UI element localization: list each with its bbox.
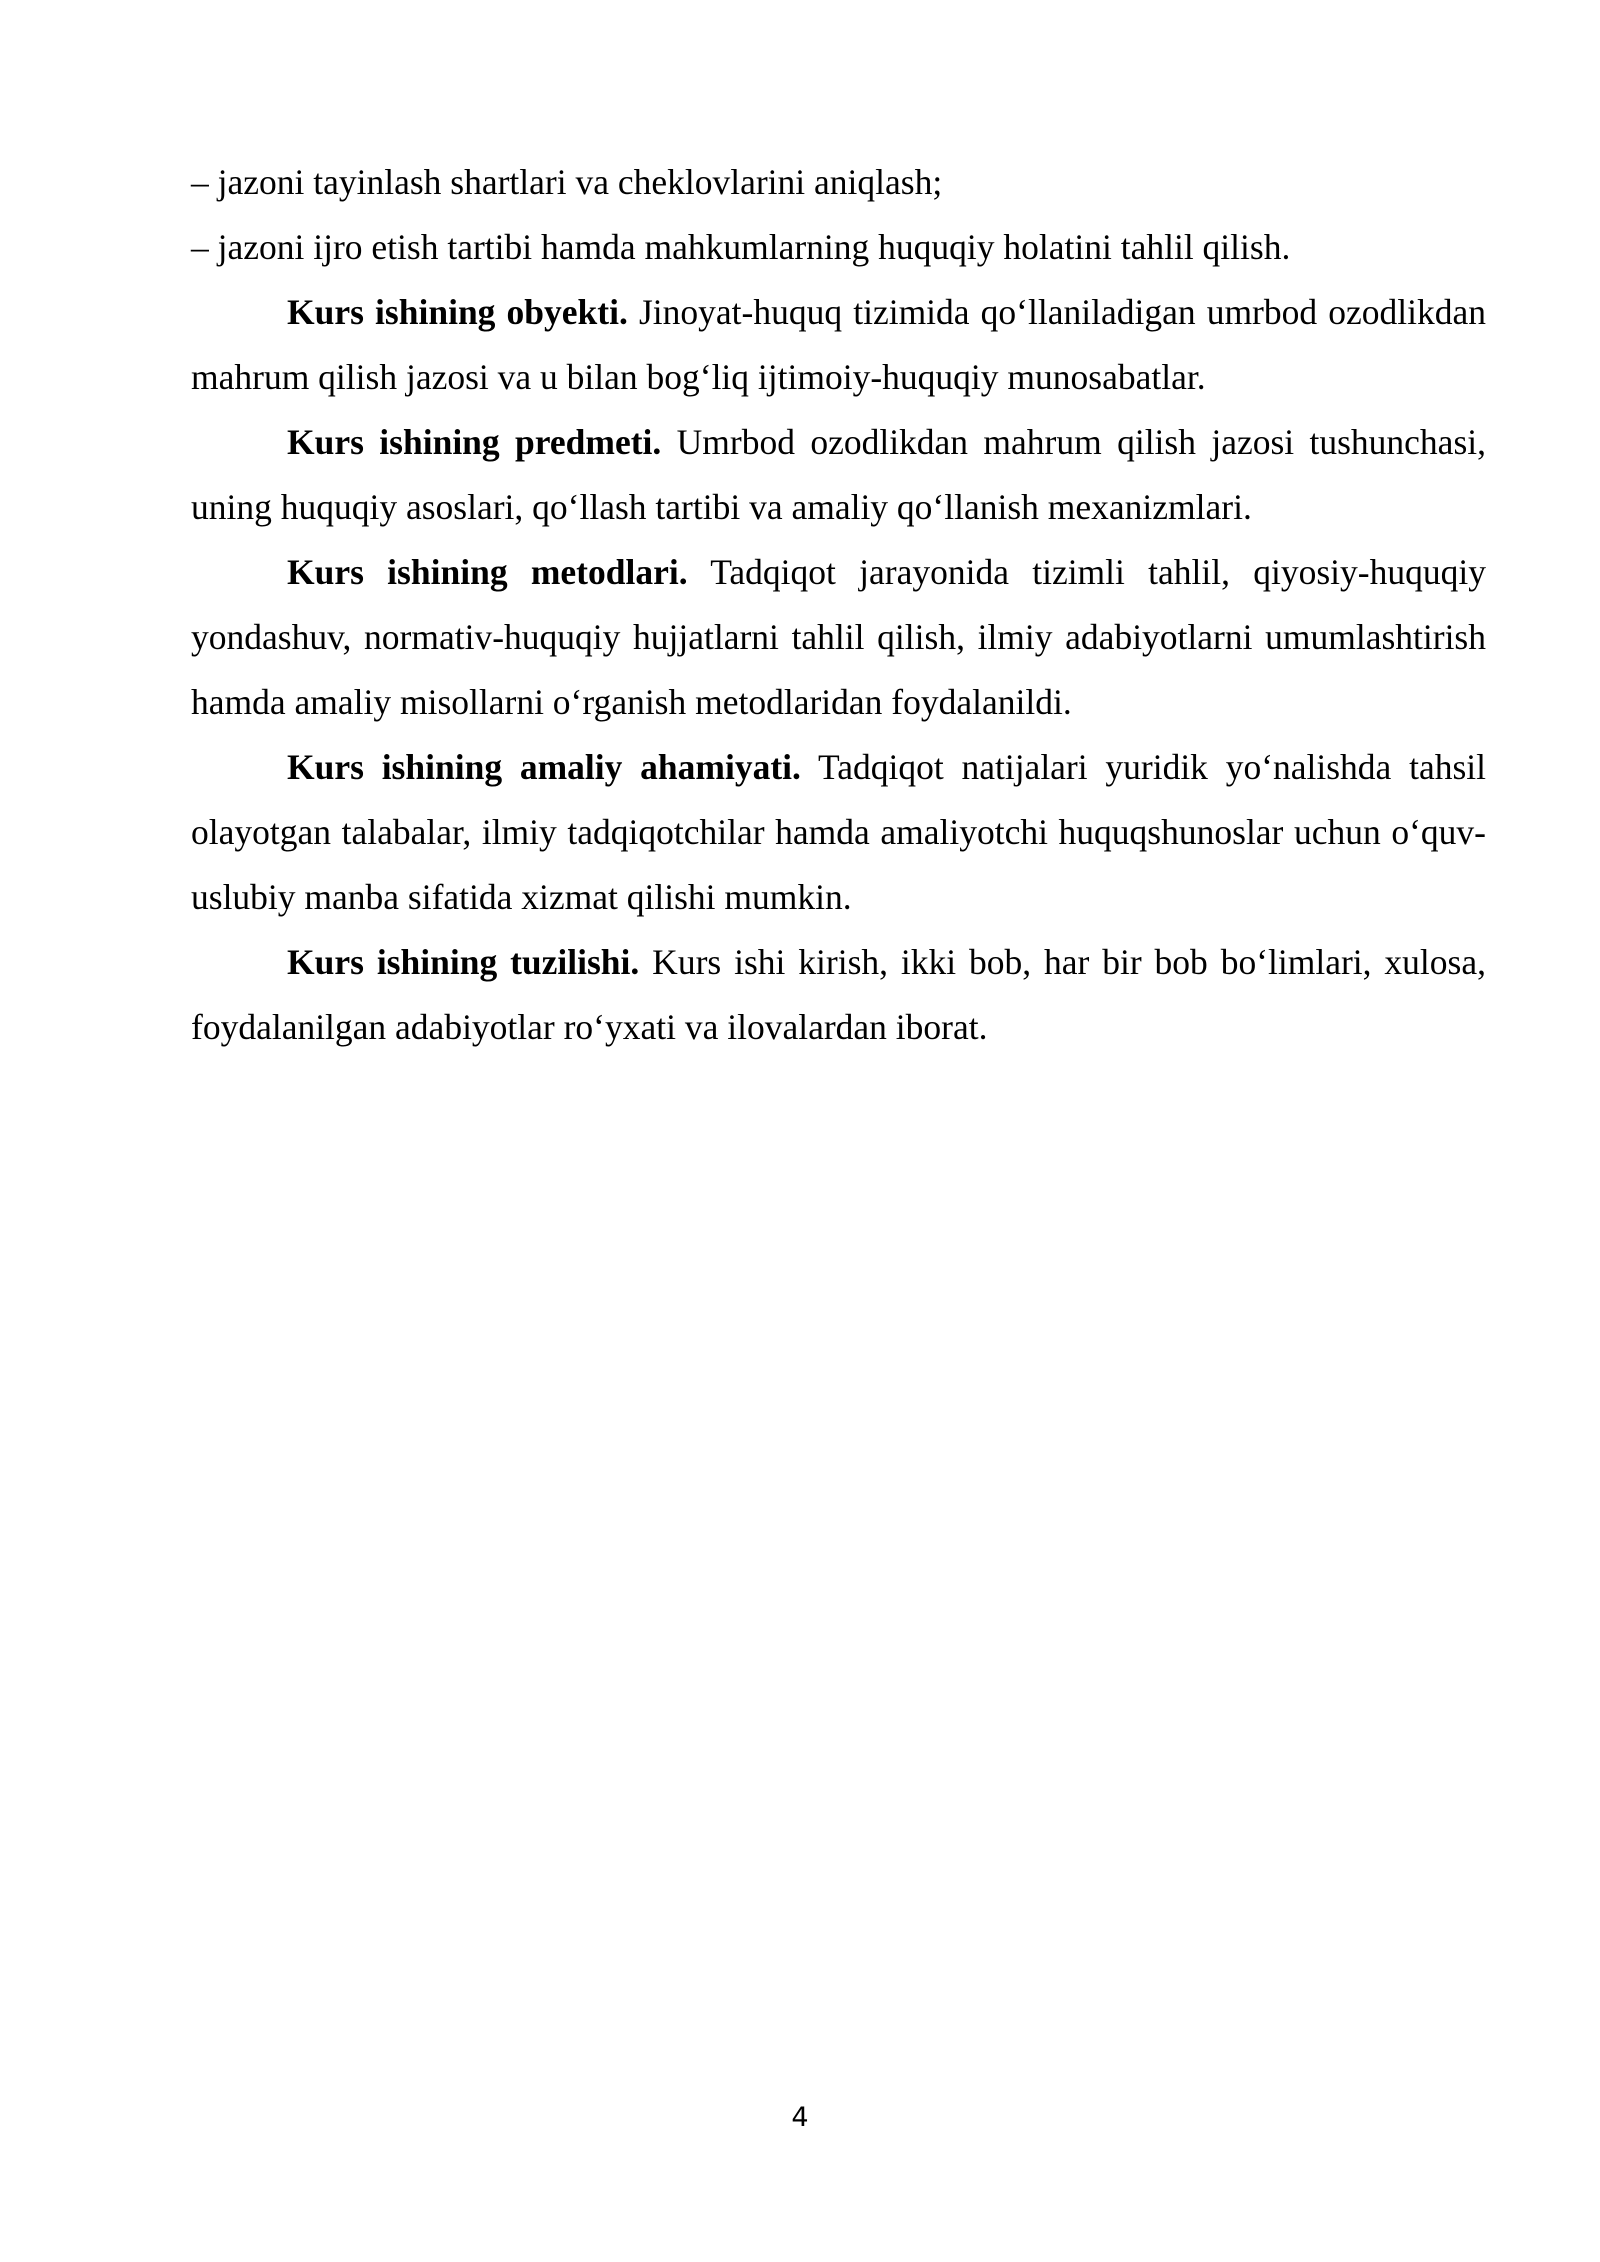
paragraph-heading: Kurs ishining metodlari. xyxy=(287,552,688,592)
paragraph-text: Kurs ishi kirish, ikki bob, har bir bob boʻlimlari, xulosa, foydalanilgan adabiyotlar roʻyxati va ilovalardan iborat. xyxy=(191,942,1486,1047)
page-number: 4 xyxy=(791,2102,809,2133)
paragraph-practical-significance xyxy=(191,735,1486,930)
paragraph-text: Jinoyat-huquq tizimida qoʻllaniladigan umrbod ozodlikdan mahrum qilish jazosi va u bilan bogʻliq ijtimoiy-huquqiy munosabatlar. xyxy=(191,292,1486,397)
paragraph-heading: Kurs ishining predmeti. xyxy=(287,422,662,462)
list-item-1: – jazoni tayinlash shartlari va cheklovlarini aniqlash; xyxy=(191,162,943,202)
paragraph-methods xyxy=(191,540,1486,735)
paragraph-heading: Kurs ishining obyekti. xyxy=(287,292,628,332)
list-item-2: – jazoni ijro etish tartibi hamda mahkumlarning huquqiy holatini tahlil qilish. xyxy=(191,227,1291,267)
paragraph-subject xyxy=(191,410,1486,540)
paragraph-heading: Kurs ishining amaliy ahamiyati. xyxy=(287,747,801,787)
paragraph-text: Tadqiqot natijalari yuridik yoʻnalishda tahsil olayotgan talabalar, ilmiy tadqiqotchilar hamda amaliyotchi huquqshunoslar uchun oʻquv-uslubiy manba sifatida xizmat qilishi mumkin. xyxy=(191,747,1486,917)
paragraph-heading: Kurs ishining tuzilishi. xyxy=(287,942,640,982)
document-page xyxy=(191,150,1486,1060)
paragraph-text: Tadqiqot jarayonida tizimli tahlil, qiyosiy-huquqiy yondashuv, normativ-huquqiy hujjatlarni tahlil qilish, ilmiy adabiyotlarni umumlashtirish hamda amaliy misollarni oʻrganish metodlaridan foydalanildi. xyxy=(191,552,1486,722)
paragraph-object xyxy=(191,280,1486,410)
paragraph-structure xyxy=(191,930,1486,1060)
paragraph-text: Umrbod ozodlikdan mahrum qilish jazosi tushunchasi, uning huquqiy asoslari, qoʻllash tartibi va amaliy qoʻllanish mexanizmlari. xyxy=(191,422,1486,527)
